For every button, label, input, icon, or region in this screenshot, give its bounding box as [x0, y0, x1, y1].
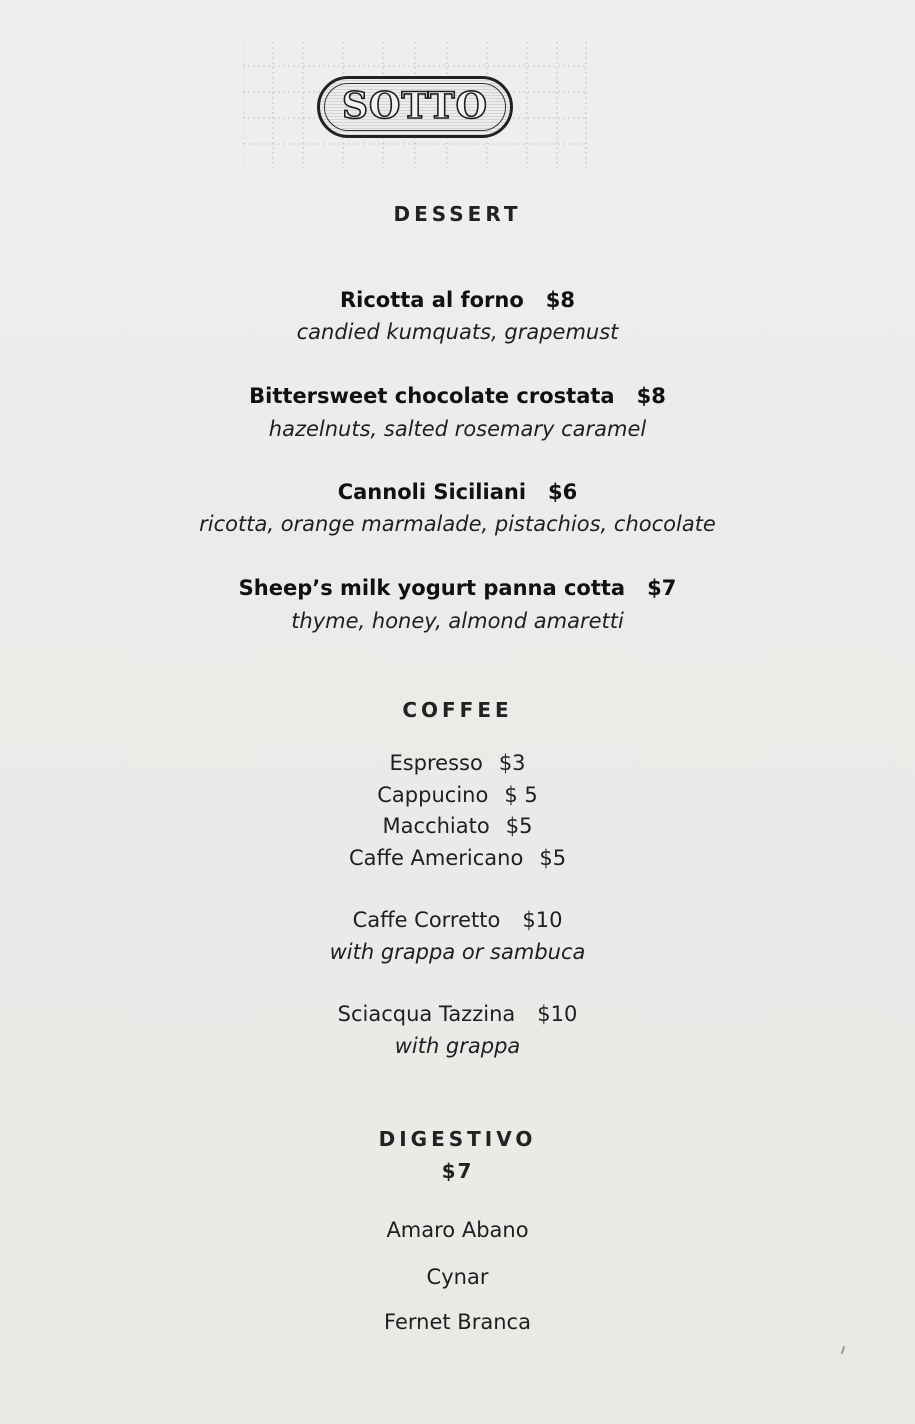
digestivo-heading: DIGESTIVO: [378, 1127, 537, 1151]
menu-item-title: [0, 576, 915, 600]
item-description: ricotta, orange marmalade, pistachios, chocolate: [199, 512, 716, 536]
item-name: Caffe Americano: [348, 846, 524, 870]
item-name: Macchiato: [382, 814, 490, 838]
item-description: with grappa: [394, 1034, 521, 1058]
item-price: $5: [539, 846, 567, 870]
item-description: hazelnuts, salted rosemary caramel: [268, 417, 647, 441]
coffee-heading: COFFEE: [402, 698, 513, 722]
restaurant-logo: [243, 42, 587, 168]
item-price: $10: [522, 908, 563, 932]
dessert-heading: DESSERT: [393, 202, 522, 226]
logo-badge: [317, 76, 513, 138]
coffee-special: [0, 1002, 915, 1026]
item-name: Sheep’s milk yogurt panna cotta: [238, 576, 626, 600]
digestivo-item: Fernet Branca: [384, 1310, 531, 1334]
item-price: $5: [505, 814, 533, 838]
item-price: $8: [545, 288, 575, 312]
menu-item-title: [0, 384, 915, 408]
digestivo-item: Cynar: [426, 1265, 489, 1289]
item-price: $6: [548, 480, 578, 504]
item-price: $10: [537, 1002, 578, 1026]
menu-item-title: [0, 480, 915, 504]
menu-item-title: [0, 288, 915, 312]
item-name: Caffe Corretto: [352, 908, 501, 932]
coffee-item: [0, 846, 915, 870]
item-price: $ 5: [504, 783, 538, 807]
coffee-item: [0, 814, 915, 838]
digestivo-item: Amaro Abano: [386, 1218, 529, 1242]
paper-speck: [841, 1346, 846, 1354]
digestivo-price: $7: [441, 1159, 474, 1183]
coffee-item: [0, 783, 915, 807]
item-price: $7: [647, 576, 677, 600]
item-name: Sciacqua Tazzina: [337, 1002, 516, 1026]
item-description: thyme, honey, almond amaretti: [291, 609, 624, 633]
item-name: Cappucino: [377, 783, 489, 807]
coffee-item: [0, 751, 915, 775]
item-name: Ricotta al forno: [339, 288, 524, 312]
item-price: $8: [636, 384, 666, 408]
item-price: $3: [498, 751, 526, 775]
logo-text: SOTTO: [341, 85, 488, 127]
coffee-special: [0, 908, 915, 932]
item-name: Espresso: [389, 751, 483, 775]
item-description: candied kumquats, grapemust: [296, 320, 619, 344]
item-name: Cannoli Siciliani: [337, 480, 527, 504]
item-name: Bittersweet chocolate crostata: [249, 384, 615, 408]
item-description: with grappa or sambuca: [329, 940, 586, 964]
